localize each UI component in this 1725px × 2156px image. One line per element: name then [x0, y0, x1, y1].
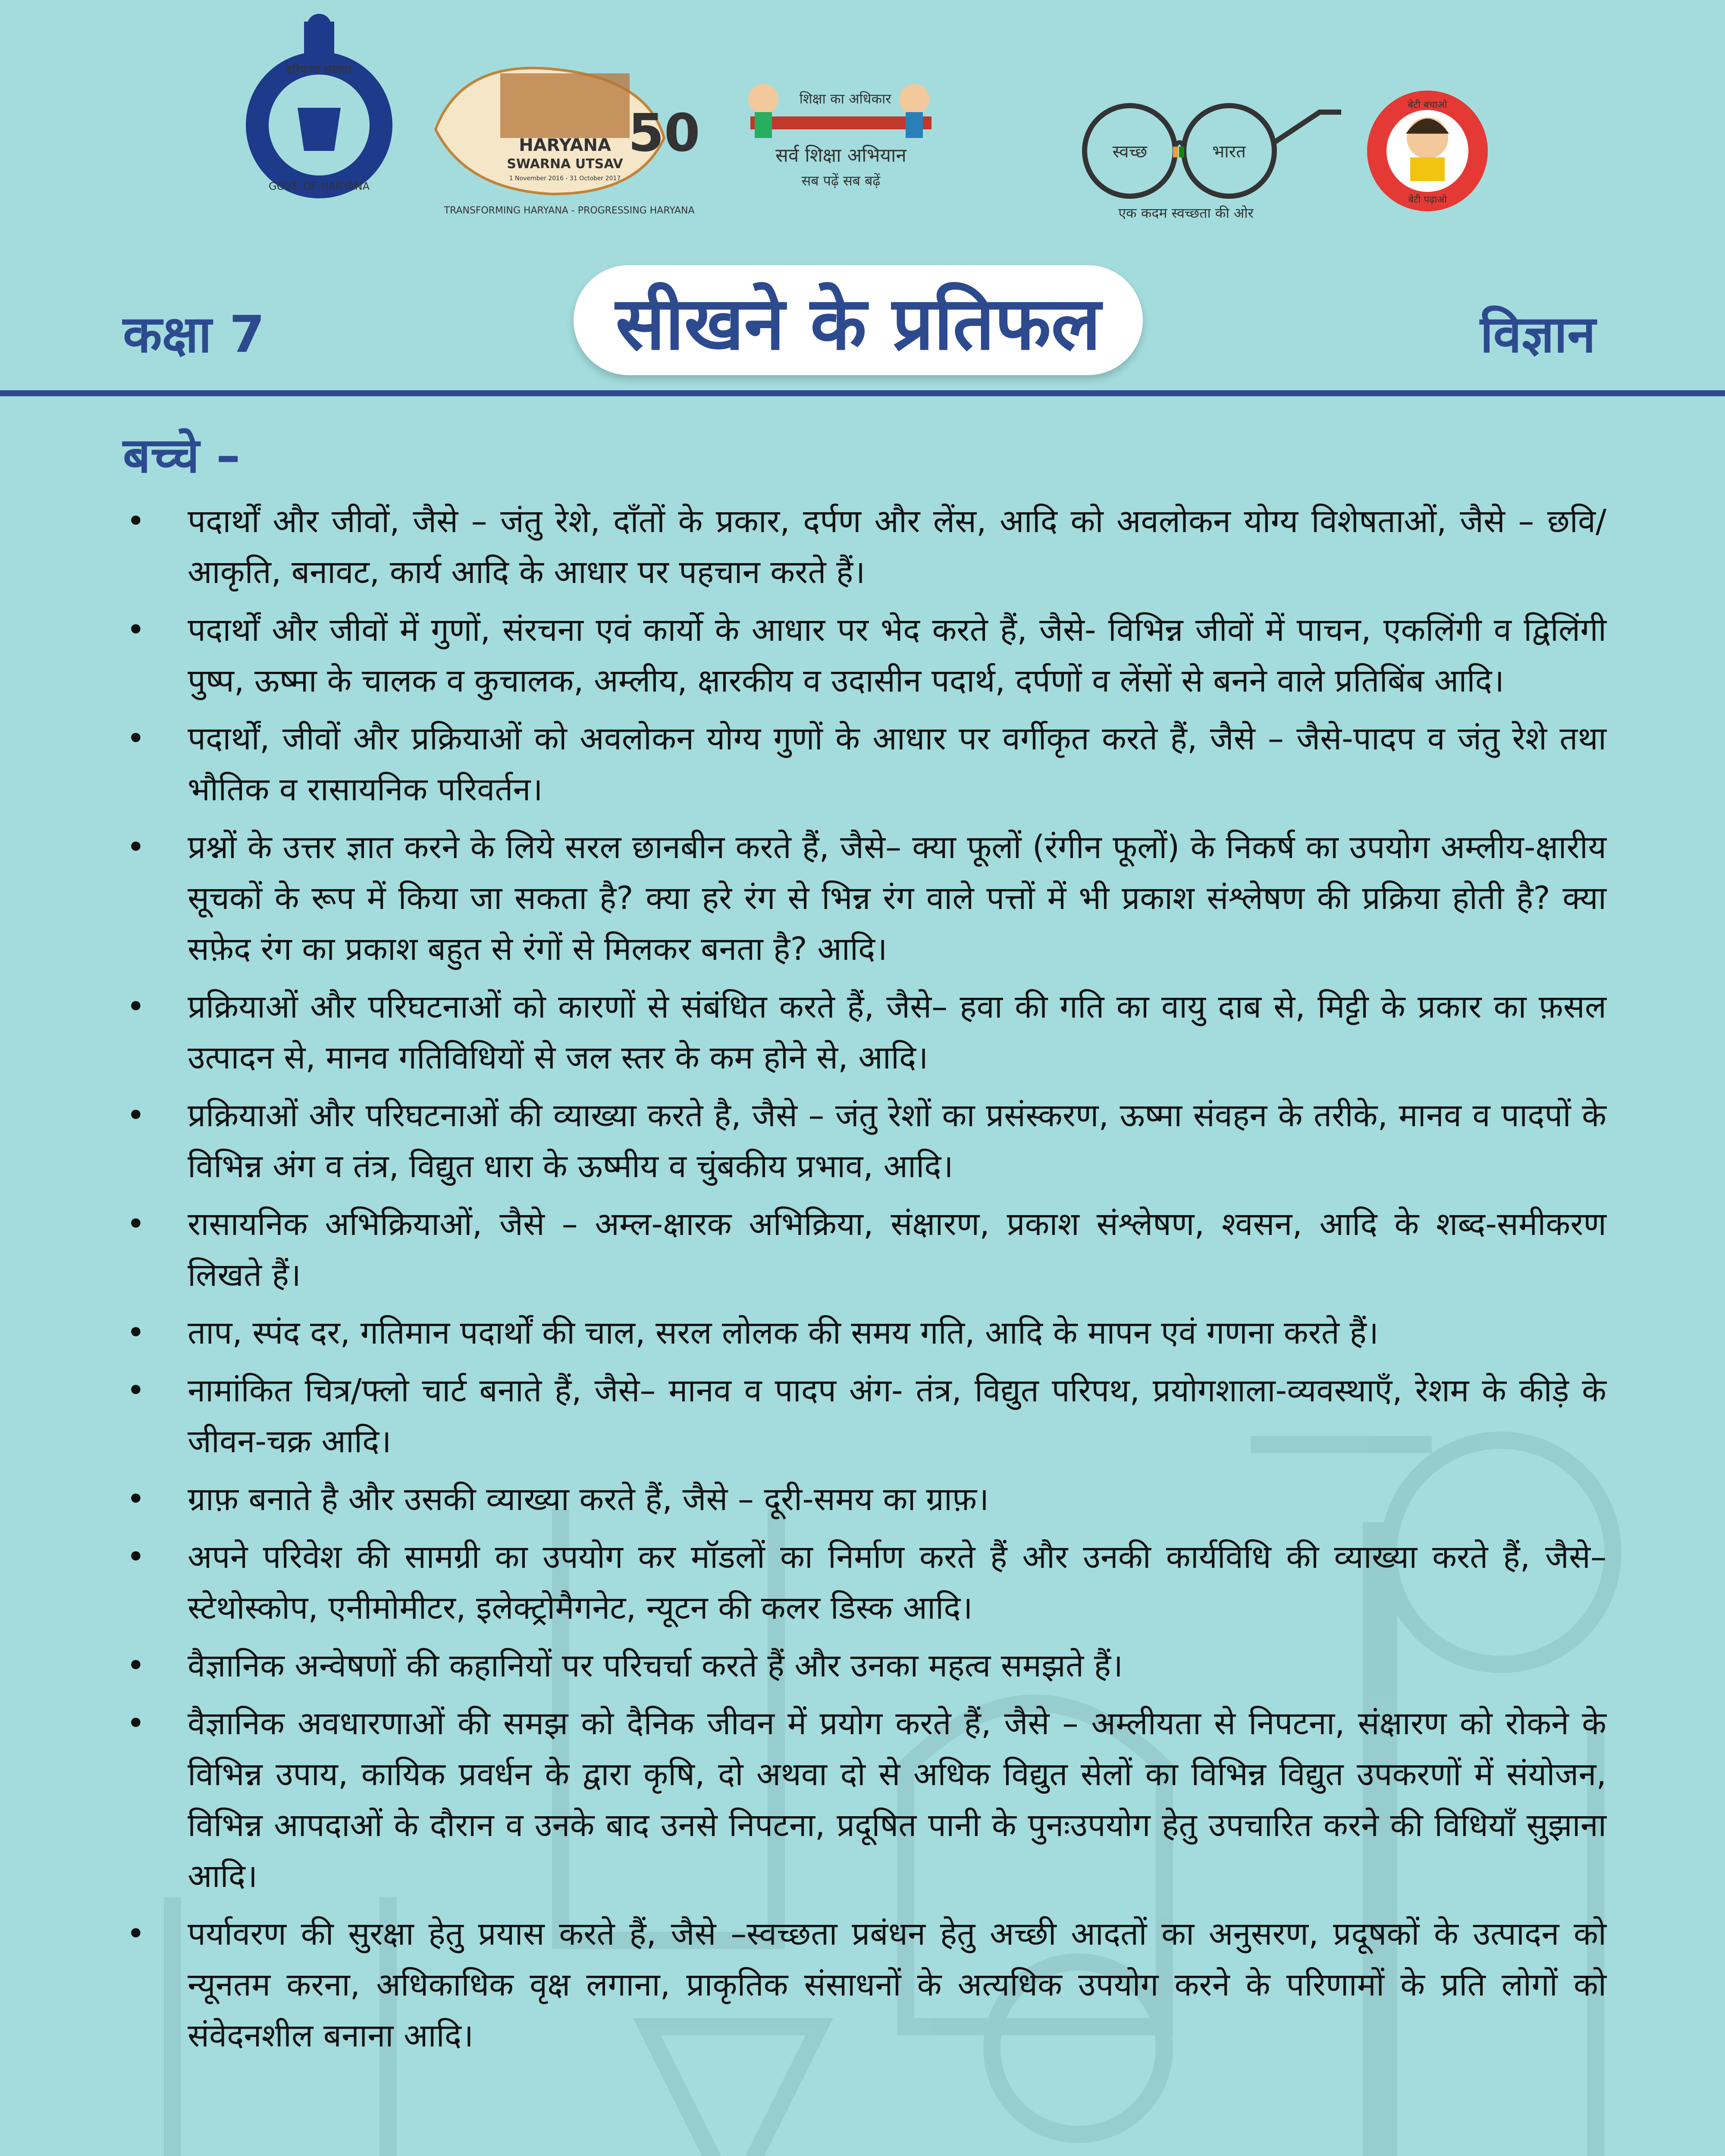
outcome-text: पदार्थों और जीवों में गुणों, संरचना एवं कार्यो के आधार पर भेद करते हैं, जैसे- विभिन्न जीवों में पाचन, एकलिंगी व द्विलिंगी पुष्प, ऊष्मा के चालक व कुचालक, अम्लीय, क्षारकीय व उदासीन पदार्थ, दर्पणों व लेंसों से बनने वाले प्रतिबिंब आदि।: [188, 611, 1606, 699]
bullet-icon: •: [126, 1539, 145, 1576]
outcome-text: पर्यावरण की सुरक्षा हेतु प्रयास करते हैं, जैसे –स्वच्छता प्रबंधन हेतु अच्छी आदतों का अनुसरण, प्रदूषकों के उत्पादन को न्यूनतम करना, अधिकाधिक वृक्ष लगाना, प्राकृतिक संसाधनों के अत्यधिक उपयोग करने के परिणामों के प्रति लोगों को संवेदनशील बनाना आदि।: [188, 1915, 1606, 2054]
outcome-text: प्रक्रियाओं और परिघटनाओं को कारणों से संबंधित करते हैं, जैसे– हवा की गति का वायु दाब से, मिट्टी के प्रकार का फ़सल उत्पादन से, मानव गतिविधियों से जल स्तर के कम होने से, आदि।: [188, 988, 1606, 1076]
bullet-icon: •: [126, 1915, 145, 1952]
outcome-text: ताप, स्पंद दर, गतिमान पदार्थों की चाल, सरल लोलक की समय गति, आदि के मापन एवं गणना करते हैं।: [188, 1314, 1379, 1351]
swarna-dates: 1 November 2016 - 31 October 2017: [509, 175, 621, 182]
bullet-icon: •: [126, 988, 145, 1025]
learning-outcomes-list: [123, 496, 1606, 2068]
bullet-icon: •: [126, 1481, 145, 1518]
ssa-top-text: शिक्षा का अधिकार: [799, 91, 891, 107]
list-item: [123, 1908, 1606, 2061]
beti-bottom-text: बेटी पढ़ाओ: [1408, 194, 1447, 205]
header-divider: [0, 390, 1725, 396]
swarna-line1: HARYANA: [519, 135, 611, 155]
bullet-icon: •: [126, 1206, 145, 1243]
sarva-shiksha-abhiyan-icon: [716, 9, 957, 224]
class-label: कक्षा 7: [123, 304, 265, 364]
bullet-icon: •: [126, 1097, 145, 1134]
bullet-icon: •: [126, 1705, 145, 1742]
swachh-tagline-text: एक कदम स्वच्छता की ओर: [1118, 205, 1254, 221]
list-item: [123, 605, 1606, 706]
beti-top-text: बेटी बचाओ: [1408, 100, 1447, 110]
list-item: [123, 1307, 1606, 1358]
outcome-text: पदार्थों और जीवों, जैसे – जंतु रेशे, दाँतों के प्रकार, दर्पण और लेंस, आदि को अवलोकन योग्य विशेषताओं, जैसे – छवि/आकृति, बनावट, कार्य आदि के आधार पर पहचान करते हैं।: [188, 503, 1606, 591]
haryana-swarna-utsav-icon: [423, 9, 716, 224]
bullet-icon: •: [126, 503, 145, 540]
bullet-icon: •: [126, 1647, 145, 1684]
outcome-text: पदार्थों, जीवों और प्रक्रियाओं को अवलोकन योग्य गुणों के आधार पर वर्गीकृत करते हैं, जैसे – जैसे-पादप व जंतु रेशे तथा भौतिक व रासायनिक परिवर्तन।: [188, 720, 1606, 808]
title-pill: [574, 265, 1143, 375]
bullet-icon: •: [126, 1314, 145, 1351]
ssa-name-text: सर्व शिक्षा अभियान: [775, 144, 906, 166]
outcome-text: रासायनिक अभिक्रियाओं, जैसे – अम्ल-क्षारक अभिक्रिया, संक्षारण, प्रकाश संश्लेषण, श्वसन, आदि के शब्द-समीकरण लिखते हैं।: [188, 1206, 1606, 1294]
list-item: [123, 713, 1606, 815]
swarna-number: 50: [628, 103, 700, 163]
list-item: [123, 1090, 1606, 1192]
haryana-govt-emblem-icon: [233, 9, 405, 224]
list-item: [123, 981, 1606, 1083]
outcome-text: प्रक्रियाओं और परिघटनाओं की व्याख्या करते है, जैसे – जंतु रेशों का प्रसंस्करण, ऊष्मा संवहन के तरीके, मानव व पादपों के विभिन्न अंग व तंत्र, विद्युत धारा के ऊष्मीय व चुंबकीय प्रभाव, आदि।: [188, 1097, 1606, 1185]
outcome-text: वैज्ञानिक अवधारणाओं की समझ को दैनिक जीवन में प्रयोग करते हैं, जैसे – अम्लीयता से निपटना, संक्षारण को रोकने के विभिन्न उपाय, कायिक प्रवर्धन के द्वारा कृषि, दो अथवा दो से अधिक विद्युत सेलों का विभिन्न विद्युत उपकरणों में संयोजन, विभिन्न आपदाओं के दौरान व उनके बाद उनसे निपटना, प्रदूषित पानी के पुनःउपयोग हेतु उपचारित करने की विधियाँ सुझाना आदि।: [188, 1705, 1606, 1895]
govt-emblem-text-top: हरियाणा सरकार: [286, 63, 352, 76]
swachh-right-text: भारत: [1212, 142, 1246, 162]
swarna-tagline: TRANSFORMING HARYANA - PROGRESSING HARYANA: [444, 205, 695, 216]
bullet-icon: •: [126, 720, 145, 757]
bullet-icon: •: [126, 1372, 145, 1409]
outcome-text: नामांकित चित्र/फ्लो चार्ट बनाते हैं, जैसे– मानव व पादप अंग- तंत्र, विद्युत परिपथ, प्रयोगशाला-व्यवस्थाएँ, रेशम के कीड़े के जीवन-चक्र आदि।: [188, 1372, 1606, 1460]
subject-label: विज्ञान: [1480, 304, 1596, 364]
list-item: [123, 1474, 1606, 1525]
list-item: [123, 1698, 1606, 1902]
swachh-left-text: स्वच्छ: [1112, 142, 1148, 162]
ssa-tagline-text: सब पढ़ें सब बढ़ें: [801, 172, 881, 189]
bullet-icon: •: [126, 829, 145, 866]
swachh-bharat-glasses-icon: [1044, 9, 1354, 224]
outcome-text: वैज्ञानिक अन्वेषणों की कहानियों पर परिचर्चा करते हैं और उनका महत्व समझते हैं।: [188, 1647, 1123, 1684]
list-item: [123, 496, 1606, 598]
list-item: [123, 822, 1606, 975]
swarna-line2: SWARNA UTSAV: [507, 157, 623, 172]
outcome-text: ग्राफ़ बनाते है और उसकी व्याख्या करते हैं, जैसे – दूरी-समय का ग्राफ़।: [188, 1481, 989, 1518]
outcome-text: अपने परिवेश की सामग्री का उपयोग कर मॉडलों का निर्माण करते हैं और उनकी कार्यविधि की व्याख्या करते हैं, जैसे– स्टेथोस्कोप, एनीमोमीटर, इलेक्ट्रोमैगनेट, न्यूटन की कलर डिस्क आदि।: [188, 1539, 1606, 1626]
beti-bachao-beti-padhao-icon: [1363, 9, 1492, 224]
outcome-text: प्रश्नों के उत्तर ज्ञात करने के लिये सरल छानबीन करते हैं, जैसे– क्या फूलों (रंगीन फूलों) के निकर्ष का उपयोग अम्लीय-क्षारीय सूचकों के रूप में किया जा सकता है? क्या हरे रंग से भिन्न रंग वाले पत्तों में भी प्रकाश संश्लेषण की प्रक्रिया होती है? क्या सफ़ेद रंग का प्रकाश बहुत से रंगों से मिलकर बनता है? आदि।: [188, 829, 1606, 968]
list-item: [123, 1365, 1606, 1467]
govt-emblem-text-bottom: GOVT. OF HARYANA: [268, 180, 370, 192]
list-item: [123, 1199, 1606, 1300]
list-item: [123, 1640, 1606, 1691]
bullet-icon: •: [126, 611, 145, 649]
intro-heading: बच्चे –: [123, 428, 241, 484]
page-title: सीखने के प्रतिफल: [615, 281, 1101, 367]
list-item: [123, 1532, 1606, 1633]
